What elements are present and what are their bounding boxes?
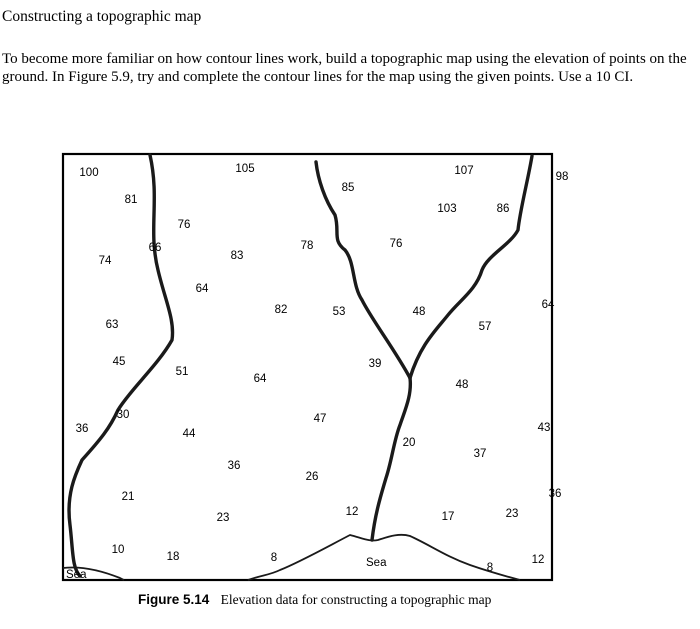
map-frame xyxy=(63,154,552,580)
elevation-point: 48 xyxy=(455,379,469,391)
sea-label-west: Sea xyxy=(66,569,87,581)
page-title: Constructing a topographic map xyxy=(2,8,202,25)
elevation-point: 85 xyxy=(341,182,355,194)
elevation-point: 64 xyxy=(253,373,267,385)
elevation-point: 47 xyxy=(313,413,327,425)
elevation-point: 23 xyxy=(216,512,230,524)
elevation-point: 23 xyxy=(505,508,519,520)
elevation-point: 66 xyxy=(148,242,162,254)
elevation-point: 44 xyxy=(182,428,196,440)
elevation-point: 36 xyxy=(548,488,562,500)
elevation-point: 64 xyxy=(195,283,209,295)
sea-label-east: Sea xyxy=(366,557,387,569)
elevation-point: 82 xyxy=(274,304,288,316)
elevation-point: 39 xyxy=(368,358,382,370)
elevation-point: 37 xyxy=(473,448,487,460)
elevation-point: 36 xyxy=(75,423,89,435)
elevation-point: 45 xyxy=(112,356,126,368)
elevation-point: 12 xyxy=(345,506,359,518)
elevation-point: 43 xyxy=(537,422,551,434)
river-main xyxy=(372,378,410,540)
elevation-point: 64 xyxy=(541,299,555,311)
river-central xyxy=(316,162,410,378)
elevation-point: 18 xyxy=(166,551,180,563)
elevation-point: 105 xyxy=(235,163,255,175)
figure-label: Figure 5.14 xyxy=(138,592,210,607)
elevation-point: 8 xyxy=(486,562,494,574)
elevation-point: 26 xyxy=(305,471,319,483)
elevation-point: 76 xyxy=(389,238,403,250)
elevation-point: 57 xyxy=(478,321,492,333)
elevation-point: 20 xyxy=(402,437,416,449)
elevation-point: 86 xyxy=(496,203,510,215)
elevation-point: 21 xyxy=(121,491,135,503)
elevation-point: 8 xyxy=(270,552,278,564)
elevation-point: 17 xyxy=(441,511,455,523)
figure-caption xyxy=(138,592,491,608)
elevation-point: 98 xyxy=(555,171,569,183)
elevation-point: 81 xyxy=(124,194,138,206)
elevation-point: 48 xyxy=(412,306,426,318)
river-northeast xyxy=(410,156,532,378)
elevation-point: 53 xyxy=(332,306,346,318)
elevation-point: 78 xyxy=(300,240,314,252)
elevation-point: 83 xyxy=(230,250,244,262)
elevation-point: 63 xyxy=(105,319,119,331)
elevation-point: 12 xyxy=(531,554,545,566)
elevation-point: 76 xyxy=(177,219,191,231)
figure-caption-text: Elevation data for constructing a topographic map xyxy=(220,592,492,607)
elevation-point: 107 xyxy=(454,165,474,177)
instructions-paragraph: To become more familiar on how contour lines work, build a topographic map using the elevation of points on the ground. In Figure 5.9, try and complete the contour lines for the map using the given points. Use a 10 CI. xyxy=(2,51,687,85)
elevation-point: 30 xyxy=(116,409,130,421)
elevation-point: 100 xyxy=(79,167,99,179)
elevation-point: 36 xyxy=(227,460,241,472)
elevation-point: 10 xyxy=(111,544,125,556)
elevation-point: 103 xyxy=(437,203,457,215)
elevation-point: 74 xyxy=(98,255,112,267)
elevation-point: 51 xyxy=(175,366,189,378)
